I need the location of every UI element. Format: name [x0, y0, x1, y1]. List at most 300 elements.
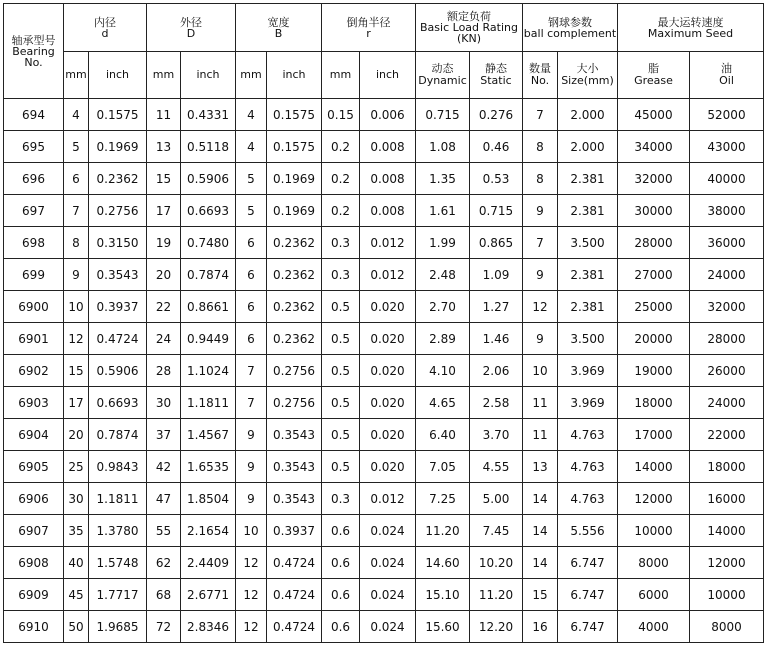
D-inch-cell: 0.6693 — [181, 195, 236, 227]
d-inch-cell: 0.3150 — [89, 227, 147, 259]
oil-speed-cell: 14000 — [690, 515, 764, 547]
static-load-cell: 2.06 — [470, 355, 523, 387]
width-header — [236, 4, 322, 52]
chamfer-header — [322, 4, 416, 52]
B-mm-cell: 9 — [236, 451, 267, 483]
dynamic-load-cell: 2.89 — [416, 323, 470, 355]
B-mm-cell: 5 — [236, 195, 267, 227]
ball-size-cell: 2.381 — [558, 291, 618, 323]
B-inch-cell: 0.3543 — [267, 483, 322, 515]
dynamic-load-cell: 1.99 — [416, 227, 470, 259]
ball-number-cell: 9 — [523, 259, 558, 291]
D-mm-cell: 19 — [147, 227, 181, 259]
D-mm-cell: 30 — [147, 387, 181, 419]
table-row — [4, 547, 764, 579]
dynamic-load-cell: 4.65 — [416, 387, 470, 419]
grease-speed-cell: 32000 — [618, 163, 690, 195]
table-row — [4, 99, 764, 131]
d-mm-cell: 12 — [64, 323, 89, 355]
D-mm-header: mm — [147, 52, 181, 99]
oil-header-en: Oil — [719, 74, 734, 87]
ball-size-cell: 6.747 — [558, 611, 618, 643]
table-body — [4, 99, 764, 643]
grease-speed-cell: 6000 — [618, 579, 690, 611]
dynamic-load-cell: 7.05 — [416, 451, 470, 483]
ball-size-cell: 4.763 — [558, 483, 618, 515]
grease-speed-cell: 28000 — [618, 227, 690, 259]
ball-size-cell: 6.747 — [558, 579, 618, 611]
inner-diameter-header — [64, 4, 147, 52]
d-mm-cell: 35 — [64, 515, 89, 547]
oil-speed-cell: 12000 — [690, 547, 764, 579]
ball-number-cell: 15 — [523, 579, 558, 611]
bearing-no-header-en1: Bearing — [12, 44, 55, 58]
r-mm-cell: 0.2 — [322, 195, 360, 227]
ball-size-cell: 3.500 — [558, 323, 618, 355]
ball-number-header-cn: 数量 — [529, 62, 551, 75]
ball-number-cell: 9 — [523, 195, 558, 227]
r-inch-cell: 0.024 — [360, 515, 416, 547]
ball-size-cell: 4.763 — [558, 419, 618, 451]
ball-complement-header — [523, 4, 618, 52]
static-load-cell: 0.715 — [470, 195, 523, 227]
r-inch-cell: 0.024 — [360, 579, 416, 611]
oil-speed-cell: 32000 — [690, 291, 764, 323]
D-inch-cell: 2.1654 — [181, 515, 236, 547]
static-load-cell: 0.46 — [470, 131, 523, 163]
d-mm-cell: 10 — [64, 291, 89, 323]
B-mm-cell: 6 — [236, 259, 267, 291]
B-inch-cell: 0.1575 — [267, 131, 322, 163]
D-mm-cell: 68 — [147, 579, 181, 611]
d-inch-cell: 0.6693 — [89, 387, 147, 419]
r-mm-cell: 0.5 — [322, 419, 360, 451]
header-row-2 — [4, 52, 764, 99]
grease-speed-cell: 4000 — [618, 611, 690, 643]
r-inch-cell: 0.020 — [360, 451, 416, 483]
r-mm-cell: 0.6 — [322, 579, 360, 611]
static-load-cell: 1.27 — [470, 291, 523, 323]
B-mm-cell: 7 — [236, 387, 267, 419]
bearing-no-header — [4, 4, 64, 99]
bearing-no-cell: 695 — [4, 131, 64, 163]
D-inch-cell: 0.4331 — [181, 99, 236, 131]
dynamic-load-cell: 1.61 — [416, 195, 470, 227]
bearing-no-cell: 6901 — [4, 323, 64, 355]
B-inch-cell: 0.2362 — [267, 259, 322, 291]
static-header-en: Static — [480, 74, 512, 87]
chamfer-header-en: r — [366, 26, 371, 40]
d-inch-cell: 1.5748 — [89, 547, 147, 579]
bearing-no-cell: 6903 — [4, 387, 64, 419]
bearing-no-cell: 698 — [4, 227, 64, 259]
ball-size-cell: 3.969 — [558, 387, 618, 419]
r-inch-cell: 0.020 — [360, 419, 416, 451]
table-row — [4, 387, 764, 419]
grease-speed-cell: 34000 — [618, 131, 690, 163]
bearing-no-cell: 694 — [4, 99, 64, 131]
inner-diameter-header-cn: 内径 — [94, 15, 116, 29]
ball-size-cell: 5.556 — [558, 515, 618, 547]
D-mm-cell: 42 — [147, 451, 181, 483]
ball-number-cell: 8 — [523, 163, 558, 195]
static-load-cell: 2.58 — [470, 387, 523, 419]
B-inch-cell: 0.2362 — [267, 227, 322, 259]
bearing-no-cell: 6904 — [4, 419, 64, 451]
inner-diameter-header-en: d — [101, 26, 109, 40]
B-inch-cell: 0.1969 — [267, 163, 322, 195]
static-load-cell: 1.46 — [470, 323, 523, 355]
d-mm-cell: 9 — [64, 259, 89, 291]
grease-speed-cell: 45000 — [618, 99, 690, 131]
B-mm-cell: 6 — [236, 323, 267, 355]
dynamic-load-cell: 1.08 — [416, 131, 470, 163]
D-inch-cell: 0.9449 — [181, 323, 236, 355]
r-mm-cell: 0.3 — [322, 259, 360, 291]
B-inch-cell: 0.4724 — [267, 579, 322, 611]
d-mm-cell: 5 — [64, 131, 89, 163]
d-inch-cell: 0.3543 — [89, 259, 147, 291]
ball-number-cell: 16 — [523, 611, 558, 643]
D-inch-cell: 2.4409 — [181, 547, 236, 579]
grease-speed-cell: 8000 — [618, 547, 690, 579]
d-mm-cell: 15 — [64, 355, 89, 387]
ball-number-cell: 7 — [523, 99, 558, 131]
r-inch-cell: 0.008 — [360, 163, 416, 195]
static-load-cell: 7.45 — [470, 515, 523, 547]
table-row — [4, 131, 764, 163]
D-mm-cell: 28 — [147, 355, 181, 387]
ball-size-cell: 2.000 — [558, 131, 618, 163]
grease-speed-cell: 12000 — [618, 483, 690, 515]
B-mm-cell: 4 — [236, 99, 267, 131]
ball-complement-header-cn: 钢球参数 — [548, 15, 592, 29]
table-row — [4, 227, 764, 259]
r-mm-cell: 0.6 — [322, 515, 360, 547]
r-mm-cell: 0.6 — [322, 611, 360, 643]
d-mm-cell: 45 — [64, 579, 89, 611]
D-inch-cell: 1.4567 — [181, 419, 236, 451]
bearing-no-cell: 697 — [4, 195, 64, 227]
dynamic-load-cell: 1.35 — [416, 163, 470, 195]
B-mm-cell: 6 — [236, 227, 267, 259]
d-inch-cell: 0.9843 — [89, 451, 147, 483]
ball-number-cell: 8 — [523, 131, 558, 163]
ball-size-cell: 2.000 — [558, 99, 618, 131]
D-mm-cell: 24 — [147, 323, 181, 355]
table-row — [4, 323, 764, 355]
grease-speed-cell: 27000 — [618, 259, 690, 291]
B-inch-cell: 0.3543 — [267, 451, 322, 483]
d-inch-cell: 1.1811 — [89, 483, 147, 515]
D-mm-cell: 17 — [147, 195, 181, 227]
B-mm-cell: 10 — [236, 515, 267, 547]
D-inch-cell: 2.6771 — [181, 579, 236, 611]
dynamic-load-cell: 15.60 — [416, 611, 470, 643]
static-load-cell: 4.55 — [470, 451, 523, 483]
r-mm-cell: 0.2 — [322, 131, 360, 163]
static-load-cell: 11.20 — [470, 579, 523, 611]
table-row — [4, 259, 764, 291]
oil-speed-cell: 43000 — [690, 131, 764, 163]
r-mm-cell: 0.5 — [322, 355, 360, 387]
oil-speed-cell: 22000 — [690, 419, 764, 451]
D-mm-cell: 13 — [147, 131, 181, 163]
B-inch-cell: 0.4724 — [267, 611, 322, 643]
d-inch-cell: 0.2362 — [89, 163, 147, 195]
static-header — [470, 52, 523, 99]
oil-speed-cell: 52000 — [690, 99, 764, 131]
r-inch-cell: 0.012 — [360, 483, 416, 515]
bearing-no-cell: 6906 — [4, 483, 64, 515]
table-row — [4, 419, 764, 451]
D-mm-cell: 11 — [147, 99, 181, 131]
B-mm-cell: 12 — [236, 579, 267, 611]
B-mm-cell: 12 — [236, 547, 267, 579]
D-inch-cell: 1.1024 — [181, 355, 236, 387]
static-load-cell: 1.09 — [470, 259, 523, 291]
oil-speed-cell: 24000 — [690, 387, 764, 419]
D-mm-cell: 72 — [147, 611, 181, 643]
bearing-no-cell: 6910 — [4, 611, 64, 643]
dynamic-load-cell: 4.10 — [416, 355, 470, 387]
D-mm-cell: 37 — [147, 419, 181, 451]
r-inch-cell: 0.020 — [360, 355, 416, 387]
D-mm-cell: 15 — [147, 163, 181, 195]
outer-diameter-header-en: D — [186, 26, 196, 40]
D-mm-cell: 55 — [147, 515, 181, 547]
ball-number-cell: 11 — [523, 387, 558, 419]
D-inch-header: inch — [181, 52, 236, 99]
B-inch-cell: 0.3543 — [267, 419, 322, 451]
grease-speed-cell: 14000 — [618, 451, 690, 483]
B-mm-cell: 12 — [236, 611, 267, 643]
ball-size-cell: 3.500 — [558, 227, 618, 259]
B-mm-header: mm — [236, 52, 267, 99]
oil-speed-cell: 28000 — [690, 323, 764, 355]
d-inch-cell: 1.3780 — [89, 515, 147, 547]
header-row-1 — [4, 4, 764, 52]
max-speed-header — [618, 4, 764, 52]
d-mm-cell: 8 — [64, 227, 89, 259]
r-inch-cell: 0.024 — [360, 547, 416, 579]
dynamic-load-cell: 0.715 — [416, 99, 470, 131]
ball-number-cell: 13 — [523, 451, 558, 483]
bearing-no-cell: 6905 — [4, 451, 64, 483]
oil-speed-cell: 8000 — [690, 611, 764, 643]
B-inch-cell: 0.1575 — [267, 99, 322, 131]
ball-size-header-cn: 大小 — [576, 62, 599, 75]
oil-speed-cell: 18000 — [690, 451, 764, 483]
r-inch-cell: 0.008 — [360, 131, 416, 163]
grease-header-cn: 脂 — [648, 62, 659, 75]
dynamic-header — [416, 52, 470, 99]
ball-size-cell: 2.381 — [558, 259, 618, 291]
d-mm-cell: 30 — [64, 483, 89, 515]
r-inch-cell: 0.012 — [360, 227, 416, 259]
load-rating-header-en2: (KN) — [456, 32, 482, 45]
B-mm-cell: 9 — [236, 483, 267, 515]
r-mm-cell: 0.5 — [322, 291, 360, 323]
d-mm-header: mm — [64, 52, 89, 99]
d-inch-cell: 0.2756 — [89, 195, 147, 227]
d-inch-cell: 0.1969 — [89, 131, 147, 163]
bearing-no-cell: 696 — [4, 163, 64, 195]
d-inch-cell: 0.4724 — [89, 323, 147, 355]
grease-speed-cell: 30000 — [618, 195, 690, 227]
d-inch-cell: 0.1575 — [89, 99, 147, 131]
grease-speed-cell: 18000 — [618, 387, 690, 419]
r-mm-cell: 0.3 — [322, 483, 360, 515]
static-load-cell: 5.00 — [470, 483, 523, 515]
D-inch-cell: 0.7480 — [181, 227, 236, 259]
d-inch-cell: 1.7717 — [89, 579, 147, 611]
bearing-no-cell: 6909 — [4, 579, 64, 611]
B-inch-cell: 0.2756 — [267, 355, 322, 387]
r-inch-cell: 0.008 — [360, 195, 416, 227]
oil-speed-cell: 38000 — [690, 195, 764, 227]
table-row — [4, 611, 764, 643]
D-inch-cell: 1.1811 — [181, 387, 236, 419]
static-load-cell: 10.20 — [470, 547, 523, 579]
d-mm-cell: 25 — [64, 451, 89, 483]
grease-speed-cell: 17000 — [618, 419, 690, 451]
d-inch-cell: 0.7874 — [89, 419, 147, 451]
bearing-no-cell: 699 — [4, 259, 64, 291]
oil-speed-cell: 36000 — [690, 227, 764, 259]
ball-size-cell: 3.969 — [558, 355, 618, 387]
ball-complement-header-en: ball complement — [523, 26, 617, 40]
width-header-cn: 宽度 — [267, 15, 290, 29]
ball-number-header-en: No. — [530, 74, 550, 87]
dynamic-load-cell: 2.48 — [416, 259, 470, 291]
D-mm-cell: 20 — [147, 259, 181, 291]
dynamic-load-cell: 2.70 — [416, 291, 470, 323]
ball-number-cell: 7 — [523, 227, 558, 259]
grease-header-en: Grease — [634, 74, 673, 87]
ball-number-header — [523, 52, 558, 99]
table-row — [4, 451, 764, 483]
r-inch-header: inch — [360, 52, 416, 99]
oil-header — [690, 52, 764, 99]
table-row — [4, 195, 764, 227]
B-mm-cell: 7 — [236, 355, 267, 387]
r-inch-cell: 0.006 — [360, 99, 416, 131]
bearing-no-cell: 6900 — [4, 291, 64, 323]
D-inch-cell: 0.5118 — [181, 131, 236, 163]
d-inch-cell: 0.5906 — [89, 355, 147, 387]
r-mm-cell: 0.15 — [322, 99, 360, 131]
dynamic-header-cn: 动态 — [431, 62, 454, 75]
ball-size-cell: 2.381 — [558, 195, 618, 227]
static-load-cell: 12.20 — [470, 611, 523, 643]
grease-speed-cell: 19000 — [618, 355, 690, 387]
r-mm-cell: 0.5 — [322, 387, 360, 419]
B-mm-cell: 4 — [236, 131, 267, 163]
D-mm-cell: 22 — [147, 291, 181, 323]
static-header-cn: 静态 — [485, 62, 507, 75]
grease-speed-cell: 20000 — [618, 323, 690, 355]
ball-size-cell: 4.763 — [558, 451, 618, 483]
r-mm-cell: 0.2 — [322, 163, 360, 195]
d-mm-cell: 17 — [64, 387, 89, 419]
D-inch-cell: 2.8346 — [181, 611, 236, 643]
ball-number-cell: 11 — [523, 419, 558, 451]
r-inch-cell: 0.012 — [360, 259, 416, 291]
table-row — [4, 355, 764, 387]
outer-diameter-header — [147, 4, 236, 52]
bearing-no-header-en2: No. — [24, 55, 43, 69]
B-mm-cell: 9 — [236, 419, 267, 451]
ball-size-cell: 2.381 — [558, 163, 618, 195]
d-mm-cell: 50 — [64, 611, 89, 643]
r-inch-cell: 0.020 — [360, 387, 416, 419]
dynamic-load-cell: 6.40 — [416, 419, 470, 451]
chamfer-header-cn: 倒角半径 — [346, 15, 391, 29]
dynamic-header-en: Dynamic — [418, 74, 467, 87]
B-mm-cell: 5 — [236, 163, 267, 195]
B-inch-cell: 0.4724 — [267, 547, 322, 579]
dynamic-load-cell: 14.60 — [416, 547, 470, 579]
table-row — [4, 515, 764, 547]
load-rating-header-cn: 额定负荷 — [447, 10, 491, 23]
oil-speed-cell: 40000 — [690, 163, 764, 195]
r-mm-cell: 0.5 — [322, 451, 360, 483]
oil-speed-cell: 16000 — [690, 483, 764, 515]
dynamic-load-cell: 7.25 — [416, 483, 470, 515]
static-load-cell: 0.865 — [470, 227, 523, 259]
d-inch-header: inch — [89, 52, 147, 99]
r-mm-cell: 0.5 — [322, 323, 360, 355]
d-mm-cell: 7 — [64, 195, 89, 227]
ball-number-cell: 12 — [523, 291, 558, 323]
dynamic-load-cell: 15.10 — [416, 579, 470, 611]
ball-number-cell: 9 — [523, 323, 558, 355]
static-load-cell: 0.53 — [470, 163, 523, 195]
D-mm-cell: 47 — [147, 483, 181, 515]
B-mm-cell: 6 — [236, 291, 267, 323]
B-inch-cell: 0.2756 — [267, 387, 322, 419]
oil-header-cn: 油 — [721, 62, 732, 75]
D-inch-cell: 0.8661 — [181, 291, 236, 323]
ball-number-cell: 14 — [523, 483, 558, 515]
D-mm-cell: 62 — [147, 547, 181, 579]
grease-header — [618, 52, 690, 99]
D-inch-cell: 0.7874 — [181, 259, 236, 291]
r-mm-cell: 0.6 — [322, 547, 360, 579]
max-speed-header-cn: 最大运转速度 — [657, 15, 724, 29]
r-mm-cell: 0.3 — [322, 227, 360, 259]
B-inch-cell: 0.3937 — [267, 515, 322, 547]
grease-speed-cell: 25000 — [618, 291, 690, 323]
width-header-en: B — [274, 26, 283, 40]
static-load-cell: 0.276 — [470, 99, 523, 131]
D-inch-cell: 1.8504 — [181, 483, 236, 515]
ball-size-cell: 6.747 — [558, 547, 618, 579]
oil-speed-cell: 24000 — [690, 259, 764, 291]
ball-number-cell: 14 — [523, 547, 558, 579]
oil-speed-cell: 26000 — [690, 355, 764, 387]
d-inch-cell: 0.3937 — [89, 291, 147, 323]
d-mm-cell: 4 — [64, 99, 89, 131]
r-inch-cell: 0.020 — [360, 291, 416, 323]
oil-speed-cell: 10000 — [690, 579, 764, 611]
table-row — [4, 291, 764, 323]
load-rating-header-en1: Basic Load Rating — [420, 21, 518, 34]
bearing-no-cell: 6908 — [4, 547, 64, 579]
D-inch-cell: 1.6535 — [181, 451, 236, 483]
ball-size-header — [558, 52, 618, 99]
